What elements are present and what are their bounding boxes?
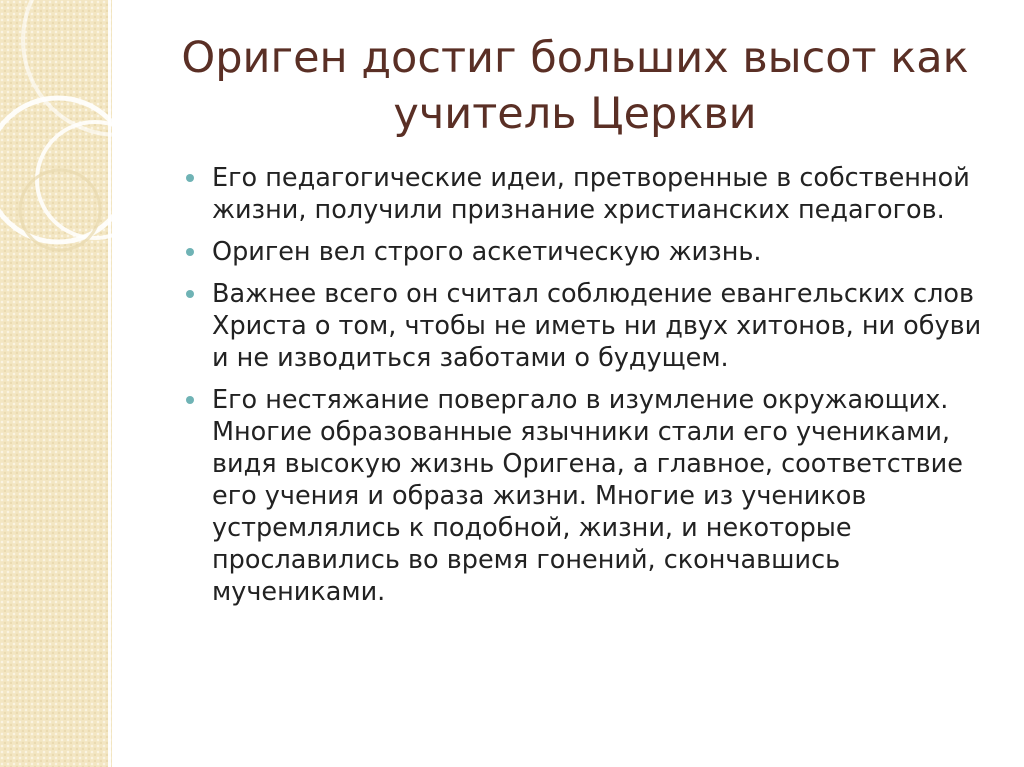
dot-bullet-icon [186, 396, 194, 404]
dot-bullet-icon [186, 248, 194, 256]
decorative-side-band [0, 0, 112, 767]
bullet-text: Его педагогические идеи, претворенные в собственной жизни, получили признание христианских педагогов. [212, 163, 970, 225]
bullet-list [180, 162, 1000, 618]
bullet-text: Важнее всего он считал соблюдение евангельских слов Христа о том, чтобы не иметь ни двух хитонов, ни обуви и не изводиться заботами о будущем. [212, 279, 982, 373]
dot-bullet-icon [186, 290, 194, 298]
list-item [180, 278, 1000, 374]
list-item [180, 236, 1000, 268]
list-item [180, 162, 1000, 226]
list-item [180, 384, 1000, 608]
side-band-edge [108, 0, 111, 767]
slide-title: Ориген достиг больших высот как учитель Церкви [181, 33, 969, 139]
bullet-text: Его нестяжание повергало в изумление окружающих. Многие образованные язычники стали его учениками, видя высокую жизнь Оригена, а главное, соответствие его учения и образа жизни. Многие из учеников устремлялись к подобной, жизни, и некоторые прославились во время гонений, скончавшись мучениками. [212, 385, 963, 607]
dot-bullet-icon [186, 174, 194, 182]
bullet-text: Ориген вел строго аскетическую жизнь. [212, 237, 762, 267]
